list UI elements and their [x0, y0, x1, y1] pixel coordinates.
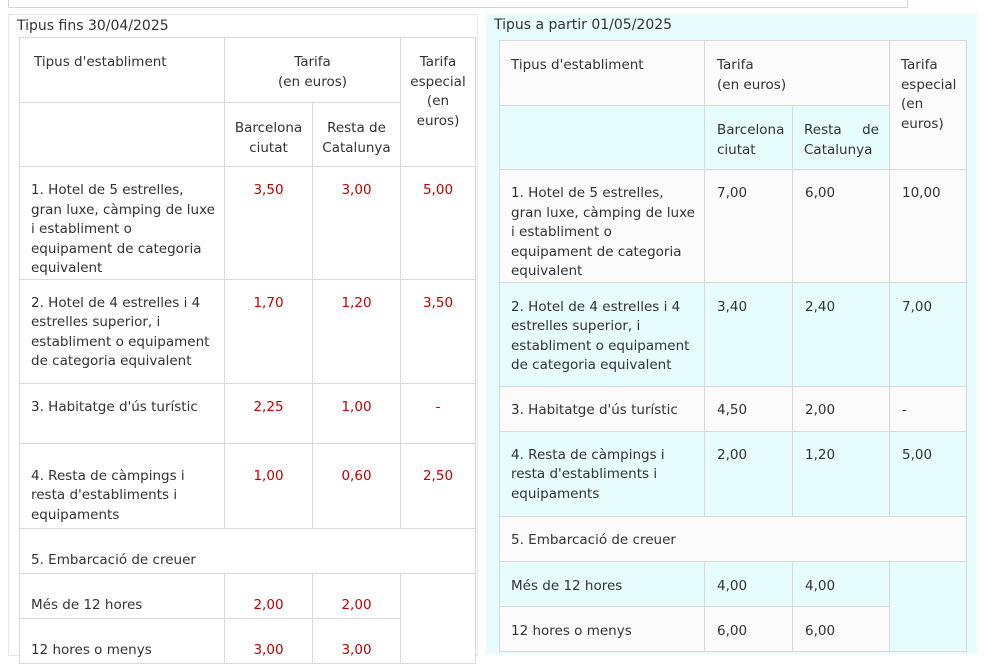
value-bcn: 1,00: [225, 443, 313, 528]
row-label: 1. Hotel de 5 estrelles, gran luxe, càmping de luxe i establiment o equipament de categoria equivalent: [20, 167, 225, 280]
header-bcn: Barcelona ciutat: [225, 103, 313, 167]
value-bcn: 3,50: [225, 167, 313, 280]
value-bcn: 4,50: [705, 386, 793, 431]
header-tarifa: Tarifa (en euros): [225, 38, 401, 103]
row-label: 4. Resta de càmpings i resta d'establiments i equipaments: [500, 431, 705, 516]
table-row: [20, 528, 476, 573]
value-rest: 2,40: [793, 282, 890, 386]
value-bcn: 2,00: [705, 431, 793, 516]
value-rest: 0,60: [313, 443, 401, 528]
header-rest: Resta de Catalunya: [793, 106, 890, 170]
table-row: [20, 279, 476, 383]
header-blank: [500, 106, 705, 170]
empty-special-cell: [401, 573, 476, 663]
value-special: 5,00: [890, 431, 967, 516]
value-bcn: 4,00: [705, 561, 793, 606]
header-blank: [20, 103, 225, 167]
header-type: Tipus d'establiment: [500, 41, 705, 106]
row-label: 12 hores o menys: [500, 606, 705, 651]
header-tarifa: Tarifa (en euros): [705, 41, 890, 106]
row-label: 2. Hotel de 4 estrelles i 4 estrelles superior, i establiment o equipament de categoria equivalent: [20, 279, 225, 383]
row-label: 12 hores o menys: [20, 618, 225, 663]
value-special: 7,00: [890, 282, 967, 386]
table-row: [500, 561, 967, 606]
new-rates-caption: Tipus a partir 01/05/2025: [494, 17, 673, 33]
new-rates-panel: [486, 14, 977, 654]
value-special: 5,00: [401, 167, 476, 280]
row-label: 4. Resta de càmpings i resta d'establiments i equipaments: [20, 443, 225, 528]
value-bcn: 2,00: [225, 573, 313, 618]
old-rates-panel: [8, 14, 478, 656]
value-bcn: 1,70: [225, 279, 313, 383]
value-bcn: 7,00: [705, 170, 793, 283]
header-rest: Resta de Catalunya: [313, 103, 401, 167]
value-rest: 1,00: [313, 383, 401, 443]
row-label: 1. Hotel de 5 estrelles, gran luxe, càmping de luxe i establiment o equipament de categoria equivalent: [500, 170, 705, 283]
value-special: 2,50: [401, 443, 476, 528]
table-row: [20, 573, 476, 618]
table-row: [500, 170, 967, 283]
old-rates-table: [19, 37, 476, 664]
row-label: 5. Embarcació de creuer: [500, 516, 967, 561]
table-row: [500, 516, 967, 561]
table-row: [20, 167, 476, 280]
table-row: [500, 431, 967, 516]
row-label: Més de 12 hores: [500, 561, 705, 606]
value-special: 3,50: [401, 279, 476, 383]
header-special: Tarifa especial (en euros): [890, 41, 967, 170]
value-rest: 4,00: [793, 561, 890, 606]
value-rest: 2,00: [313, 573, 401, 618]
row-label: 5. Embarcació de creuer: [20, 528, 476, 573]
row-label: Més de 12 hores: [20, 573, 225, 618]
table-row: [20, 383, 476, 443]
value-rest: 6,00: [793, 606, 890, 651]
header-type: Tipus d'establiment: [20, 38, 225, 103]
value-rest: 2,00: [793, 386, 890, 431]
row-label: 3. Habitatge d'ús turístic: [500, 386, 705, 431]
value-special: -: [401, 383, 476, 443]
header-special: Tarifa especial (en euros): [401, 38, 476, 167]
value-rest: 1,20: [313, 279, 401, 383]
table-row: [500, 282, 967, 386]
new-rates-table: [499, 40, 967, 652]
value-rest: 1,20: [793, 431, 890, 516]
table-row: [20, 443, 476, 528]
value-bcn: 3,00: [225, 618, 313, 663]
value-rest: 3,00: [313, 167, 401, 280]
row-label: 2. Hotel de 4 estrelles i 4 estrelles superior, i establiment o equipament de categoria equivalent: [500, 282, 705, 386]
value-rest: 3,00: [313, 618, 401, 663]
table-row: [500, 386, 967, 431]
value-bcn: 2,25: [225, 383, 313, 443]
old-rates-caption: Tipus fins 30/04/2025: [17, 18, 169, 34]
empty-special-cell: [890, 561, 967, 651]
value-special: -: [890, 386, 967, 431]
header-bcn: Barcelona ciutat: [705, 106, 793, 170]
value-special: 10,00: [890, 170, 967, 283]
value-bcn: 3,40: [705, 282, 793, 386]
value-rest: 6,00: [793, 170, 890, 283]
row-label: 3. Habitatge d'ús turístic: [20, 383, 225, 443]
top-input-bar: [8, 0, 908, 8]
value-bcn: 6,00: [705, 606, 793, 651]
